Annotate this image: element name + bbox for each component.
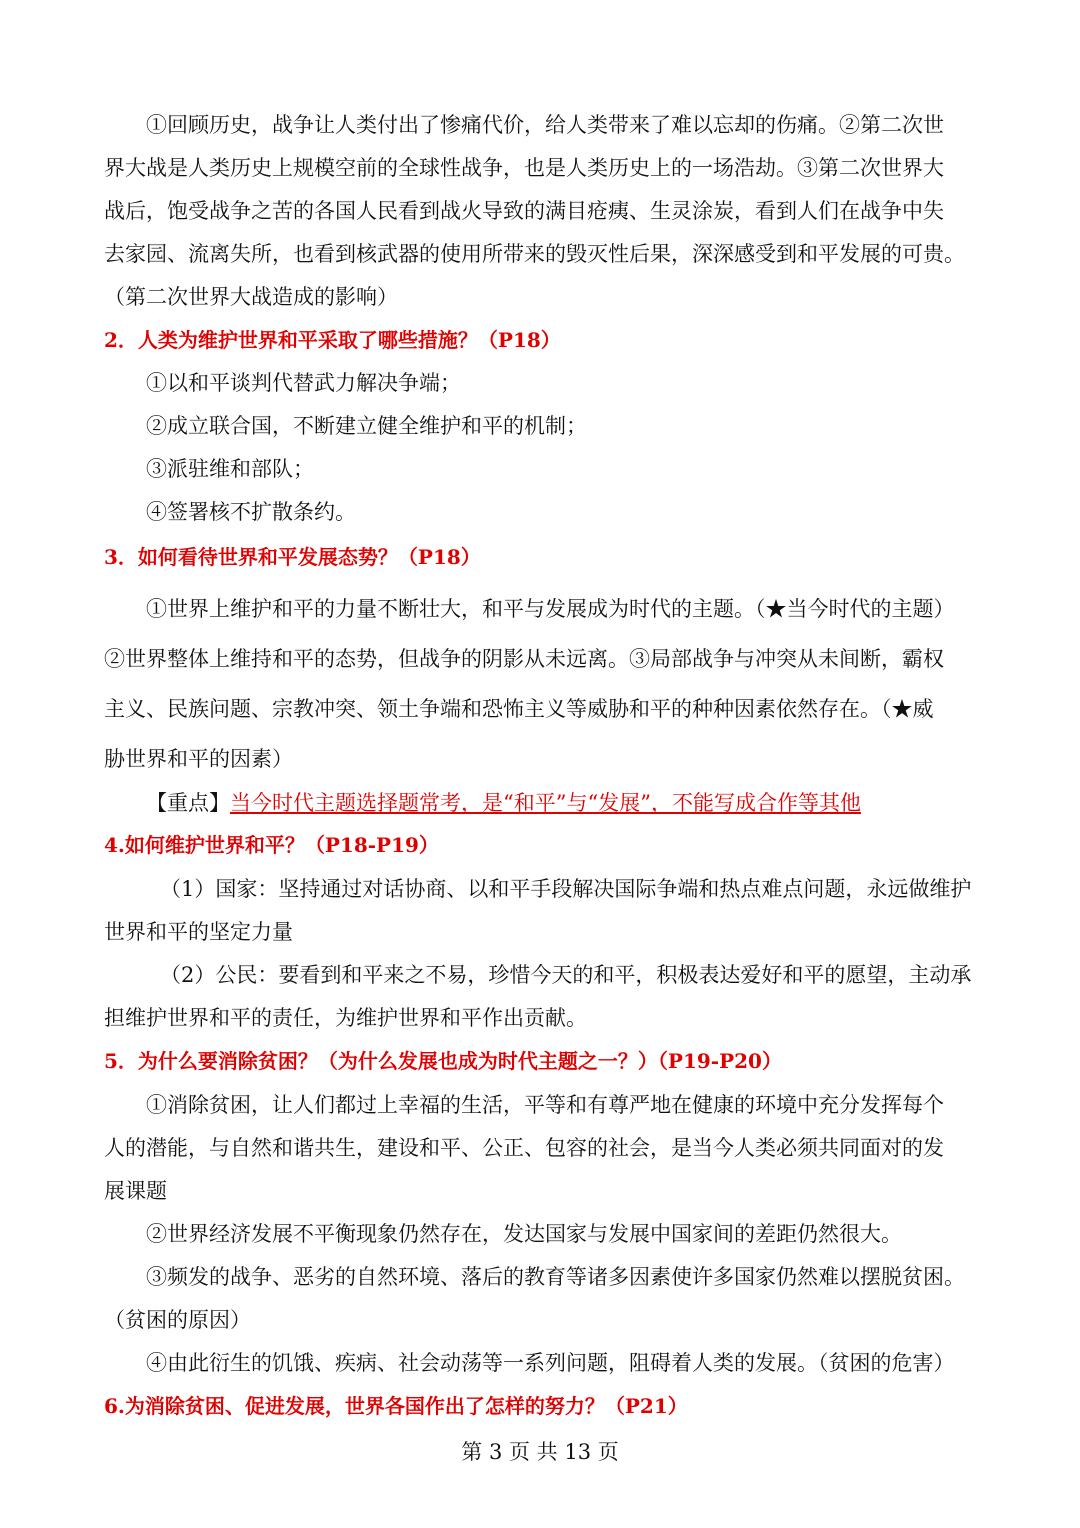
paragraph-line: 担维护世界和平的责任，为维护世界和平作出贡献。 — [104, 1006, 587, 1030]
paragraph-line: （1）国家：坚持通过对话协商、以和平手段解决国际争端和热点难点问题，永远做维护 — [160, 877, 972, 901]
paragraph-line: ①消除贫困，让人们都过上幸福的生活，平等和有尊严地在健康的环境中充分发挥每个 — [146, 1093, 944, 1117]
paragraph-line: 人的潜能，与自然和谐共生，建设和平、公正、包容的社会，是当今人类必须共同面对的发 — [104, 1136, 944, 1160]
paragraph-line: 展课题 — [104, 1179, 167, 1203]
paragraph-line: 世界和平的坚定力量 — [104, 920, 293, 944]
key-point-text: 当今时代主题选择题常考，是“和平”与“发展”，不能写成合作等其他 — [230, 791, 861, 815]
paragraph-line: ①世界上维护和平的力量不断壮大，和平与发展成为时代的主题。（★当今时代的主题） — [146, 597, 955, 621]
list-item: ②成立联合国，不断建立健全维护和平的机制； — [146, 414, 587, 438]
paragraph-line: ②世界整体上维持和平的态势，但战争的阴影从未远离。③局部战争与冲突从未间断，霸权 — [104, 647, 944, 671]
paragraph-line: 胁世界和平的因素） — [104, 747, 293, 771]
paragraph-line: 去家园、流离失所，也看到核武器的使用所带来的毁灭性后果，深深感受到和平发展的可贵。 — [104, 242, 965, 266]
key-point-note — [146, 788, 861, 818]
paragraph-line: 战后，饱受战争之苦的各国人民看到战火导致的满目疮痍、生灵涂炭，看到人们在战争中失 — [104, 199, 944, 223]
paragraph-line: 主义、民族问题、宗教冲突、领土争端和恐怖主义等威胁和平的种种因素依然存在。（★威 — [104, 697, 934, 721]
paragraph-line: （第二次世界大战造成的影响） — [104, 285, 398, 309]
list-item: ④签署核不扩散条约。 — [146, 500, 356, 524]
paragraph-line: （贫困的原因） — [104, 1308, 251, 1332]
question-heading-3: 3．如何看待世界和平发展态势？（P18） — [104, 545, 481, 569]
paragraph-line: ④由此衍生的饥饿、疾病、社会动荡等一系列问题，阻碍着人类的发展。（贫困的危害） — [146, 1351, 955, 1375]
paragraph-line: ②世界经济发展不平衡现象仍然存在，发达国家与发展中国家间的差距仍然很大。 — [146, 1222, 902, 1246]
question-heading-5: 5．为什么要消除贫困？（为什么发展也成为时代主题之一？）（P19-P20） — [104, 1049, 782, 1073]
page-footer: 第 3 页 共 13 页 — [461, 1440, 619, 1464]
question-heading-6: 6.为消除贫困、促进发展，世界各国作出了怎样的努力？（P21） — [104, 1394, 688, 1418]
list-item: ①以和平谈判代替武力解决争端； — [146, 371, 461, 395]
paragraph-line: 界大战是人类历史上规模空前的全球性战争，也是人类历史上的一场浩劫。③第二次世界大 — [104, 156, 944, 180]
question-heading-4: 4.如何维护世界和平？（P18-P19） — [104, 833, 439, 857]
key-point-label: 【重点】 — [146, 791, 230, 815]
question-heading-2: 2．人类为维护世界和平采取了哪些措施？（P18） — [104, 328, 561, 352]
paragraph-line: （2）公民：要看到和平来之不易，珍惜今天的和平，积极表达爱好和平的愿望，主动承 — [160, 963, 972, 987]
paragraph-line: ①回顾历史，战争让人类付出了惨痛代价，给人类带来了难以忘却的伤痛。②第二次世 — [146, 113, 944, 137]
paragraph-line: ③频发的战争、恶劣的自然环境、落后的教育等诸多因素使许多国家仍然难以摆脱贫困。 — [146, 1265, 965, 1289]
list-item: ③派驻维和部队； — [146, 457, 314, 481]
